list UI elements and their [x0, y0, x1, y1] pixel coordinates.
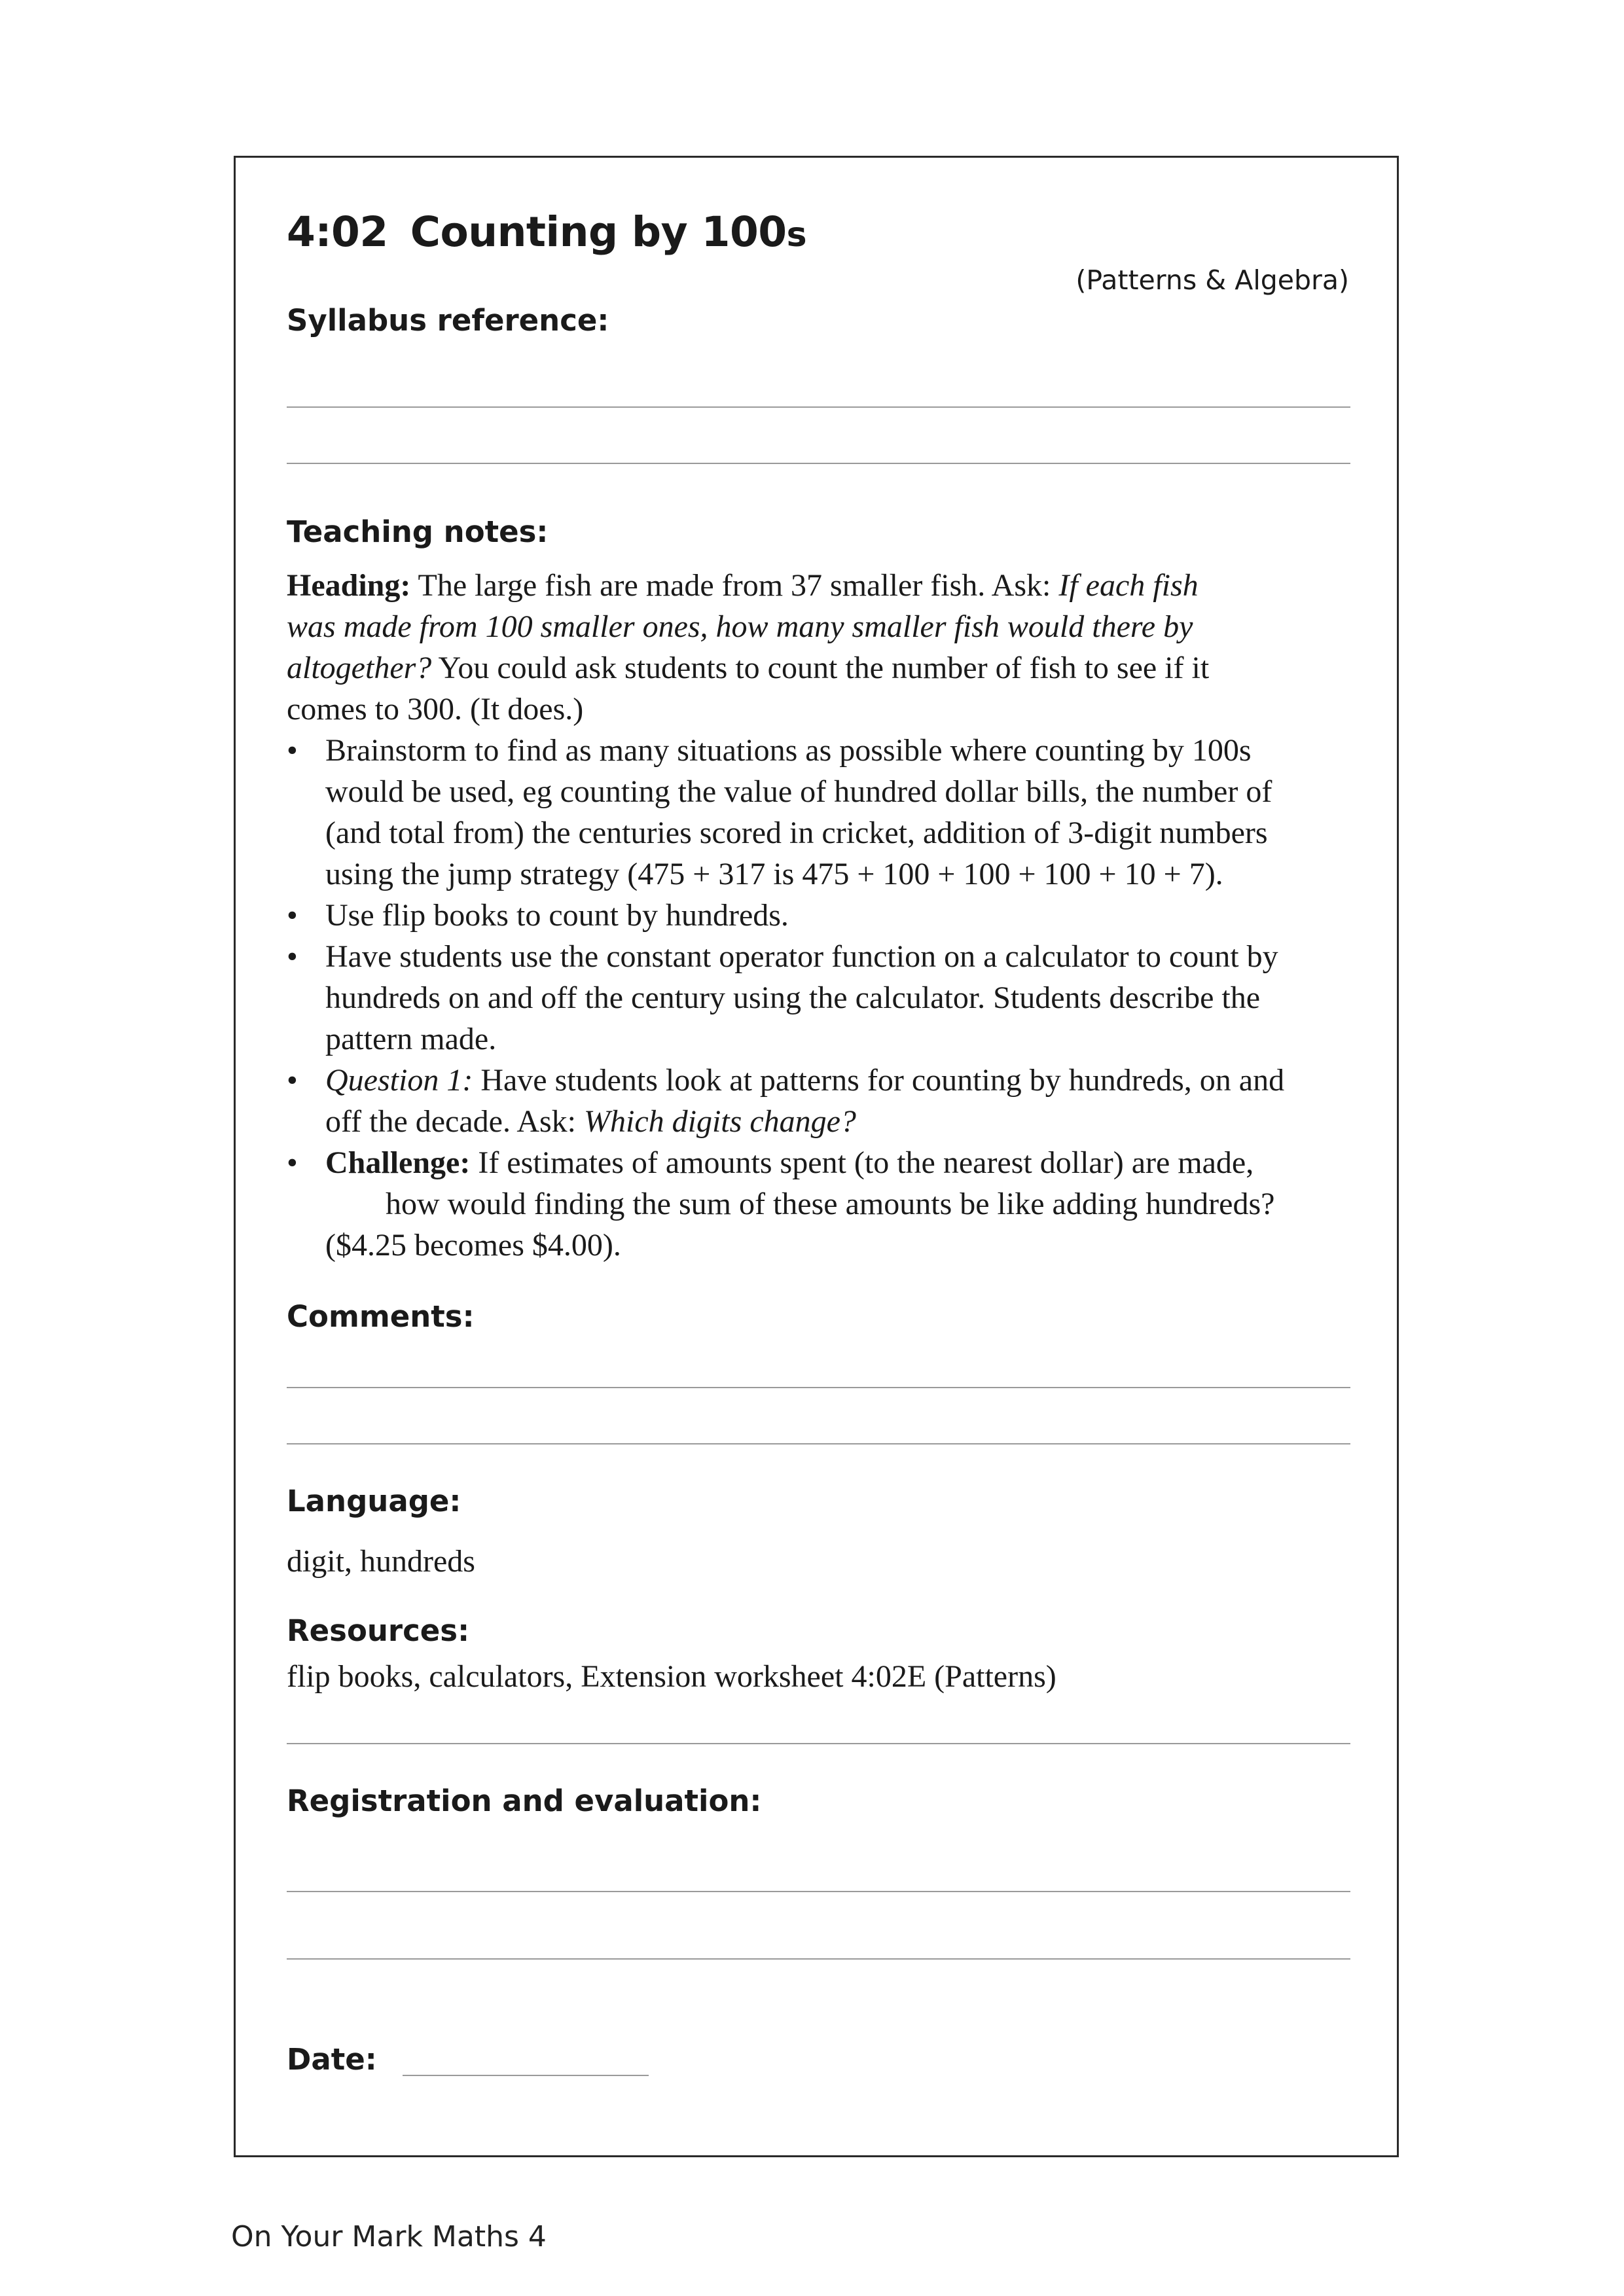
bullet-line: • Brainstorm to find as many situations as possible where counting by 100s	[325, 733, 1252, 768]
challenge-label: Challenge:	[325, 1145, 471, 1180]
notes-bullet-question-1	[287, 1060, 1354, 1142]
bullet-line: ($4.25 becomes $4.00).	[325, 1228, 621, 1263]
notes-bullet-calculator	[287, 936, 1354, 1060]
comments-writing-line-2	[287, 1443, 1350, 1444]
notes-intro-text-3: You could ask students to count the number of fish to see if it	[431, 651, 1210, 685]
notes-intro-italic-1: If each fish	[1058, 568, 1199, 603]
syllabus-writing-line-1	[287, 406, 1350, 408]
bullet-line: hundreds on and off the century using the calculator. Students describe the	[325, 980, 1261, 1015]
bullet-line	[325, 1060, 1354, 1101]
bullet-line: would be used, eg counting the value of hundred dollar bills, the number of	[325, 774, 1272, 809]
notes-bullet-challenge	[287, 1142, 1354, 1266]
bullet-text: off the decade. Ask:	[325, 1104, 584, 1139]
bullet-line	[325, 1101, 1354, 1142]
bullet-text: If estimates of amounts spent (to the nearest dollar) are made,	[470, 1145, 1254, 1180]
teaching-notes-heading: Teaching notes:	[287, 514, 549, 549]
resources-heading: Resources:	[287, 1613, 470, 1648]
notes-bullet-list	[287, 730, 1354, 1266]
bullet-italic-text: Which digits change?	[584, 1104, 856, 1139]
notes-intro-italic-3: altogether?	[287, 651, 432, 685]
notes-intro-line-2	[287, 606, 1354, 647]
language-heading: Language:	[287, 1484, 461, 1518]
lesson-title: Counting by 100	[410, 208, 787, 256]
registration-writing-line-2	[287, 1958, 1350, 1960]
bullet-line: (and total from) the centuries scored in cricket, addition of 3-digit numbers	[325, 816, 1268, 850]
footer-book-title: On Your Mark Maths 4	[231, 2220, 547, 2253]
bullet-text: Have students look at patterns for counting by hundreds, on and	[473, 1063, 1285, 1098]
date-heading: Date:	[287, 2042, 377, 2077]
syllabus-heading: Syllabus reference:	[287, 303, 609, 338]
registration-heading: Registration and evaluation:	[287, 1784, 762, 1818]
bullet-line: • Use flip books to count by hundreds.	[325, 898, 789, 933]
comments-heading: Comments:	[287, 1299, 475, 1334]
lesson-number: 4:02	[287, 208, 388, 256]
notes-intro-text-1: The large fish are made from 37 smaller fish. Ask:	[410, 568, 1059, 603]
notes-intro-line-3	[287, 647, 1354, 689]
notes-intro-italic-2: was made from 100 smaller ones, how many smaller fish would there by	[287, 609, 1193, 644]
notes-bullet-flip-books	[287, 895, 1354, 936]
resources-writing-line	[287, 1743, 1350, 1744]
language-text: digit, hundreds	[287, 1544, 475, 1579]
page-title	[287, 208, 806, 256]
strand-label: (Patterns & Algebra)	[1075, 264, 1349, 296]
bullet-line: pattern made.	[325, 1022, 497, 1056]
resources-text: flip books, calculators, Extension worksheet 4:02E (Patterns)	[287, 1659, 1056, 1694]
notes-bullet-brainstorm	[287, 730, 1354, 895]
bullet-line: • Have students use the constant operator function on a calculator to count by	[325, 939, 1278, 974]
lesson-title-suffix: s	[786, 215, 807, 255]
syllabus-writing-line-2	[287, 463, 1350, 464]
notes-intro-line-1	[287, 565, 1354, 606]
comments-writing-line-1	[287, 1387, 1350, 1388]
teaching-notes-body	[287, 565, 1354, 1266]
notes-intro-label: Heading:	[287, 568, 411, 603]
bullet-line: using the jump strategy (475 + 317 is 475 + 100 + 100 + 100 + 10 + 7).	[325, 857, 1223, 891]
date-writing-line	[403, 2075, 649, 2076]
notes-intro-line-4: comes to 300. (It does.)	[287, 692, 584, 726]
bullet-line: how would finding the sum of these amounts be like adding hundreds?	[386, 1187, 1275, 1221]
question-label: Question 1:	[325, 1063, 473, 1098]
registration-writing-line-1	[287, 1891, 1350, 1892]
bullet-line	[325, 1142, 1354, 1183]
